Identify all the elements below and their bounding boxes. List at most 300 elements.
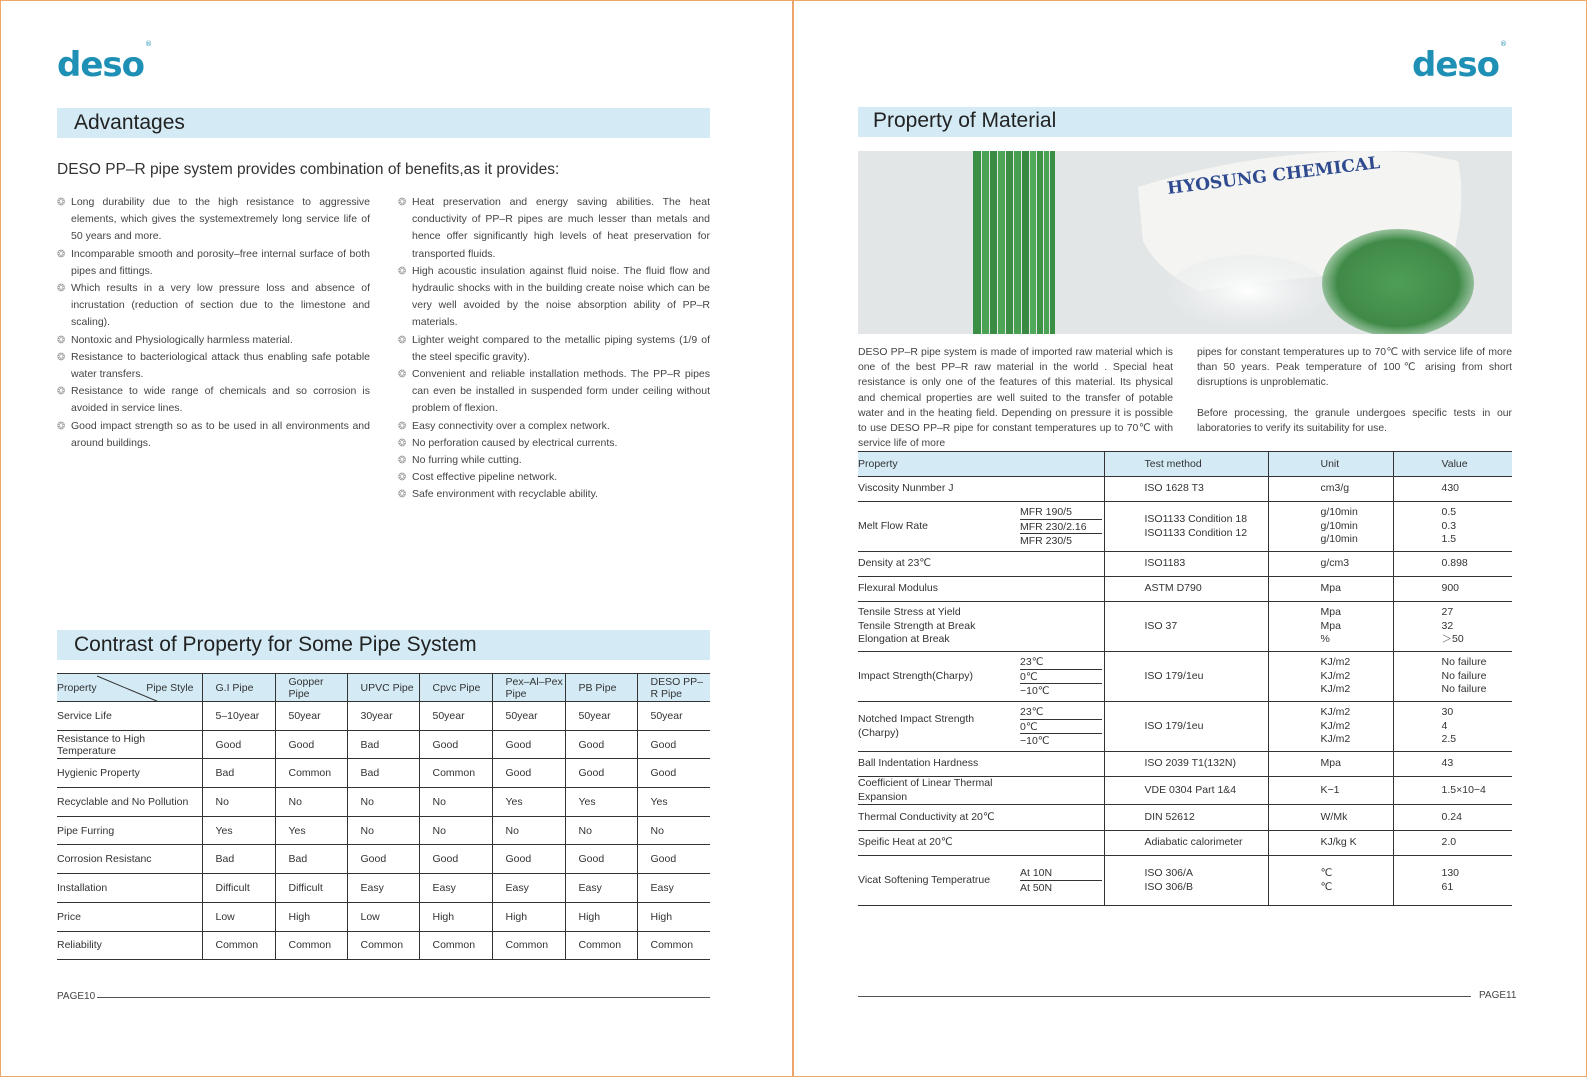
property-value-line: No failure: [1441, 683, 1487, 696]
contrast-cell: Common: [275, 931, 347, 960]
contrast-cell: Good: [492, 759, 565, 788]
advantages-list-col1: [57, 194, 370, 452]
deso-logo: deso®: [57, 39, 151, 85]
property-value-line: 4: [1441, 719, 1448, 732]
contrast-cell: Good: [637, 730, 710, 759]
property-name: [858, 477, 1020, 502]
material-paragraph-2: [1197, 345, 1512, 436]
contrast-column-header: Cpvc Pipe: [419, 674, 492, 702]
property-test-method: [1104, 652, 1268, 702]
contrast-heading-bar: [57, 630, 710, 660]
advantage-text: Resistance to bacteriological attack thus enabling safe potable water transfers.: [71, 350, 370, 381]
material-photo: [858, 151, 1512, 334]
contrast-cell: No: [202, 788, 275, 817]
property-name-line: Coefficient of Linear Thermal Expansion: [858, 777, 993, 803]
contrast-cell: Yes: [275, 816, 347, 845]
property-condition-line: At 10N: [1020, 866, 1102, 881]
contrast-cell: No: [275, 788, 347, 817]
property-value: [1393, 702, 1512, 752]
deso-logo-right: deso®: [1412, 39, 1506, 85]
property-name-line: Speific Heat at 20℃: [858, 836, 953, 849]
contrast-cell: No: [419, 816, 492, 845]
property-value-line: 130: [1441, 867, 1460, 879]
contrast-header-row: [57, 674, 710, 702]
advantage-item: [398, 194, 710, 263]
property-row: [858, 752, 1512, 777]
property-value-line: No failure: [1441, 656, 1487, 669]
contrast-row-property: Corrosion Resistanc: [57, 845, 202, 874]
advantage-text: Safe environment with recyclable ability.: [412, 488, 598, 501]
contrast-cell: Yes: [202, 816, 275, 845]
contrast-cell: Good: [275, 730, 347, 759]
property-condition: [1020, 777, 1104, 805]
property-test-method-line: ISO1183: [1144, 557, 1186, 570]
advantage-text: High acoustic insulation against fluid noise. The fluid flow and hydraulic shocks with in the building create noise which can be very well avoided by the noise absorption ability of PP–R materials.: [412, 264, 710, 329]
property-row: [858, 702, 1512, 752]
property-test-method-line: Adiabatic calorimeter: [1144, 836, 1243, 849]
advantage-text: Which results in a very low pressure loss and absence of incrustation (reduction of section due to the limestone and scaling).: [71, 282, 370, 329]
property-test-method: [1104, 577, 1268, 602]
contrast-row-property: Price: [57, 902, 202, 931]
property-value: [1393, 752, 1512, 777]
bullet-icon: ❂: [57, 351, 66, 363]
property-test-method-line: ASTM D790: [1144, 582, 1202, 595]
property-condition: [1020, 602, 1104, 652]
page-number-right: PAGE11: [1479, 990, 1517, 1001]
contrast-cell: Bad: [347, 730, 419, 759]
property-test-method-line: ISO1133 Condition 18: [1144, 513, 1248, 525]
contrast-corner-cell: [57, 674, 202, 702]
property-value-line: 430: [1441, 482, 1460, 495]
property-value-line: 0.5: [1441, 506, 1457, 519]
header-property: Property: [858, 452, 1104, 477]
contrast-cell: 5–10year: [202, 702, 275, 731]
property-name: [858, 805, 1020, 831]
property-condition-line: 23℃: [1020, 655, 1102, 670]
contrast-cell: Good: [492, 845, 565, 874]
contrast-cell: Easy: [492, 874, 565, 903]
property-unit-line: %: [1320, 633, 1330, 646]
property-unit-line: KJ/m2: [1320, 656, 1351, 669]
property-condition-line: MFR 230/5: [1020, 535, 1072, 548]
advantages-intro: DESO PP–R pipe system provides combination of benefits,as it provides:: [57, 161, 560, 178]
property-value-line: 61: [1441, 880, 1454, 893]
advantage-text: Easy connectivity over a complex network.: [412, 419, 610, 432]
property-value: [1393, 856, 1512, 906]
contrast-cell: 50year: [492, 702, 565, 731]
contrast-cell: Bad: [202, 759, 275, 788]
contrast-cell: Good: [202, 730, 275, 759]
advantage-item: [57, 383, 370, 417]
property-name: [858, 552, 1020, 577]
contrast-cell: 50year: [637, 702, 710, 731]
advantage-item: [398, 263, 710, 332]
property-name-line: Vicat Softening Temperatrue: [858, 873, 991, 886]
property-name: [858, 652, 1020, 702]
property-row: [858, 577, 1512, 602]
property-condition-line: 0℃: [1020, 720, 1102, 735]
property-unit-line: Mpa: [1320, 606, 1341, 619]
property-condition-line: −10℃: [1020, 685, 1050, 698]
property-condition: [1020, 577, 1104, 602]
property-test-method-line: VDE 0304 Part 1&4: [1144, 783, 1237, 796]
contrast-cell: Good: [565, 759, 637, 788]
advantages-list-col2: [398, 194, 710, 504]
contrast-row: [57, 874, 710, 903]
property-unit: [1268, 552, 1393, 577]
property-name-line: Ball Indentation Hardness: [858, 757, 979, 770]
contrast-cell: No: [565, 816, 637, 845]
property-unit-line: g/cm3: [1320, 557, 1350, 570]
property-name-line: (Charpy): [858, 726, 899, 739]
advantage-item: [57, 349, 370, 383]
material-illustration: [858, 151, 1512, 334]
contrast-cell: Easy: [347, 874, 419, 903]
property-row: [858, 652, 1512, 702]
property-condition: [1020, 552, 1104, 577]
bullet-icon: ❂: [57, 248, 66, 260]
bullet-icon: ❂: [398, 265, 407, 277]
property-condition: [1020, 856, 1104, 906]
bag-label: HYOSUNG CHEMICAL: [1166, 153, 1382, 199]
advantage-item: [57, 418, 370, 452]
property-unit-line: cm3/g: [1320, 482, 1350, 495]
advantage-text: Resistance to wide range of chemicals and so corrosion is avoided in service lines.: [71, 385, 370, 415]
contrast-cell: 50year: [419, 702, 492, 731]
contrast-cell: No: [419, 788, 492, 817]
footer-rule-right: [858, 996, 1471, 997]
bullet-icon: ❂: [398, 472, 407, 484]
property-name-line: Viscosity Nunmber J: [858, 482, 954, 495]
contrast-row-property: Resistance to High Temperature: [57, 730, 202, 759]
footer-rule-left: [97, 997, 710, 998]
advantage-text: Lighter weight compared to the metallic piping systems (1/9 of the steel specific gravity).: [412, 333, 710, 363]
contrast-row: [57, 702, 710, 731]
contrast-cell: Bad: [275, 845, 347, 874]
contrast-cell: Common: [419, 759, 492, 788]
property-unit: [1268, 777, 1393, 805]
property-value: [1393, 502, 1512, 552]
property-test-method-line: ISO 37: [1144, 619, 1178, 632]
material-paragraph-1: DESO PP–R pipe system is made of imported raw material which is one of the best PP–R raw material in the world . Special heat resistance is only one of the features of this material. Its physical and chemical properties are well suited to the transfer of potable water and in the heating field. Depending on pressure it is possible to use DESO PP–R pipe for constant temperatures up to 70℃ with service life of more: [858, 347, 1173, 450]
contrast-row-property: Reliability: [57, 931, 202, 960]
contrast-row: [57, 931, 710, 960]
property-unit: [1268, 652, 1393, 702]
contrast-cell: Easy: [637, 874, 710, 903]
property-condition-line: MFR 230/2.16: [1020, 520, 1102, 535]
advantage-text: Heat preservation and energy saving abilities. The heat conductivity of PP–R pipes are much lesser than metals and hence offer significantly high levels of heat preservation for transported fluids.: [412, 196, 710, 260]
property-test-method: [1104, 777, 1268, 805]
property-unit: [1268, 602, 1393, 652]
advantage-item: [398, 486, 710, 503]
contrast-cell: No: [492, 816, 565, 845]
property-test-method: [1104, 752, 1268, 777]
property-unit: [1268, 702, 1393, 752]
contrast-cell: No: [347, 788, 419, 817]
advantage-text: Long durability due to the high resistance to aggressive elements, which gives the systemextremely long service life of 50 years and more.: [71, 196, 370, 243]
contrast-cell: High: [637, 902, 710, 931]
property-value-line: 0.898: [1441, 557, 1468, 570]
header-value: Value: [1393, 452, 1512, 477]
contrast-row: [57, 902, 710, 931]
contrast-cell: Good: [637, 845, 710, 874]
bullet-icon: ❂: [398, 197, 407, 208]
property-test-method: [1104, 502, 1268, 552]
advantage-item: [398, 418, 710, 435]
bullet-icon: ❂: [398, 489, 407, 501]
property-name: [858, 702, 1020, 752]
property-test-method: [1104, 831, 1268, 856]
property-heading-bar: [858, 107, 1512, 137]
property-unit-line: KJ/m2: [1320, 706, 1351, 719]
contrast-cell: Yes: [492, 788, 565, 817]
advantage-text: Good impact strength so as to be used in all environments and around buildings.: [71, 419, 370, 449]
advantage-text: No perforation caused by electrical currents.: [412, 436, 618, 449]
bullet-icon: ❂: [57, 386, 66, 398]
property-condition: [1020, 652, 1104, 702]
bullet-icon: ❂: [398, 420, 407, 432]
property-value-line: ＞50: [1441, 633, 1464, 646]
contrast-column-header: PB Pipe: [565, 674, 637, 702]
property-test-method-line: ISO1133 Condition 12: [1144, 526, 1248, 539]
bullet-icon: ❂: [57, 283, 66, 295]
green-granules: [1322, 229, 1474, 334]
bullet-icon: ❂: [57, 334, 66, 346]
property-test-method: [1104, 805, 1268, 831]
contrast-cell: 50year: [275, 702, 347, 731]
property-value-line: 900: [1441, 582, 1460, 595]
property-condition: [1020, 702, 1104, 752]
bullet-icon: ❂: [398, 334, 407, 346]
property-value-line: 1.5×10−4: [1441, 783, 1486, 796]
contrast-cell: No: [637, 816, 710, 845]
contrast-row-property: Service Life: [57, 702, 202, 731]
contrast-cell: Common: [637, 931, 710, 960]
property-name-line: Flexural Modulus: [858, 582, 938, 595]
property-test-method: [1104, 552, 1268, 577]
property-row: [858, 805, 1512, 831]
contrast-table: [57, 673, 710, 960]
property-row: [858, 477, 1512, 502]
contrast-cell: Good: [492, 730, 565, 759]
bullet-icon: ❂: [398, 369, 407, 381]
contrast-cell: High: [492, 902, 565, 931]
property-condition-line: At 50N: [1020, 882, 1053, 894]
contrast-column-header: Pex–Al–Pex Pipe: [492, 674, 565, 702]
contrast-column-header: UPVC Pipe: [347, 674, 419, 702]
contrast-cell: Difficult: [275, 874, 347, 903]
property-value-line: 43: [1441, 757, 1454, 770]
property-unit: [1268, 752, 1393, 777]
white-granules: [1168, 255, 1328, 327]
bullet-icon: ❂: [398, 455, 407, 467]
property-name: [858, 602, 1020, 652]
property-name-line: Impact Strength(Charpy): [858, 669, 973, 682]
property-condition: [1020, 477, 1104, 502]
property-unit: [1268, 831, 1393, 856]
property-test-method-line: ISO 179/1eu: [1144, 669, 1204, 682]
property-condition-line: 23℃: [1020, 705, 1102, 720]
property-row: [858, 777, 1512, 805]
page-number-left: PAGE10: [57, 991, 96, 1002]
contrast-cell: High: [419, 902, 492, 931]
advantage-text: Incomparable smooth and porosity–free internal surface of both pipes and fittings.: [71, 247, 370, 277]
header-property: Property: [57, 682, 97, 694]
contrast-cell: Good: [565, 730, 637, 759]
contrast-row: [57, 816, 710, 845]
property-value-line: 27: [1441, 606, 1454, 619]
contrast-row: [57, 845, 710, 874]
material-paragraph-2b: Before processing, the granule undergoes specific tests in our laboratories to verify its suitability for use.: [1197, 407, 1512, 434]
property-value-line: 0.24: [1441, 810, 1462, 823]
property-condition: [1020, 805, 1104, 831]
property-name-line: Elongation at Break: [858, 633, 950, 646]
property-value: [1393, 831, 1512, 856]
property-name-line: Notched Impact Strength: [858, 713, 975, 725]
property-test-method-line: ISO 2039 T1(132N): [1144, 757, 1236, 770]
contrast-cell: Common: [565, 931, 637, 960]
property-value-line: 2.0: [1441, 836, 1457, 849]
material-paragraph-2a: pipes for constant temperatures up to 70℃ with service life of more than 50 years. Peak temperature of 100℃ arising from short disruptions is unproblematic.: [1197, 347, 1512, 389]
property-name-line: Tensile Strength at Break: [858, 619, 976, 632]
property-condition-line: 0℃: [1020, 670, 1102, 685]
contrast-cell: Common: [202, 931, 275, 960]
contrast-cell: Good: [637, 759, 710, 788]
property-unit: [1268, 477, 1393, 502]
property-unit-line: ℃: [1320, 880, 1333, 893]
property-row: [858, 552, 1512, 577]
property-unit-line: Mpa: [1320, 757, 1341, 770]
property-row: [858, 502, 1512, 552]
property-value: [1393, 652, 1512, 702]
property-header-row: [858, 452, 1512, 477]
advantage-item: [57, 246, 370, 280]
property-unit-line: g/10min: [1320, 533, 1358, 546]
property-row: [858, 856, 1512, 906]
property-test-method: [1104, 702, 1268, 752]
property-unit-line: ℃: [1320, 867, 1333, 879]
bullet-icon: ❂: [57, 197, 66, 208]
advantage-text: No furring while cutting.: [412, 454, 522, 467]
property-unit-line: KJ/m2: [1320, 733, 1351, 746]
advantage-item: [398, 332, 710, 366]
advantage-item: [398, 435, 710, 452]
green-pipes: [973, 151, 1055, 334]
contrast-column-header: G.I Pipe: [202, 674, 275, 702]
header-pipe-style: Pipe Style: [146, 682, 194, 694]
property-condition-line: −10℃: [1020, 735, 1050, 748]
property-unit: [1268, 577, 1393, 602]
property-test-method-line: DIN 52612: [1144, 810, 1195, 823]
contrast-cell: Good: [419, 845, 492, 874]
property-test-method: [1104, 477, 1268, 502]
advantage-item: [398, 452, 710, 469]
property-unit-line: Mpa: [1320, 582, 1341, 595]
property-condition: [1020, 752, 1104, 777]
property-unit-line: W/Mk: [1320, 810, 1348, 823]
property-value: [1393, 805, 1512, 831]
property-value-line: 1.5: [1441, 533, 1457, 546]
property-unit: [1268, 502, 1393, 552]
property-value-line: No failure: [1441, 669, 1487, 682]
contrast-cell: Good: [565, 845, 637, 874]
contrast-cell: Bad: [347, 759, 419, 788]
property-unit-line: g/10min: [1320, 519, 1358, 532]
advantage-item: [398, 366, 710, 418]
property-test-method-line: ISO 306/A: [1144, 867, 1193, 879]
contrast-row-property: Recyclable and No Pollution: [57, 788, 202, 817]
contrast-cell: Good: [347, 845, 419, 874]
property-value-line: 32: [1441, 619, 1454, 632]
contrast-cell: Easy: [565, 874, 637, 903]
property-value: [1393, 577, 1512, 602]
property-name-line: Thermal Conductivity at 20℃: [858, 810, 995, 823]
property-name-line: Melt Flow Rate: [858, 519, 929, 532]
property-unit-line: g/10min: [1320, 506, 1358, 519]
property-value: [1393, 602, 1512, 652]
property-value-line: 0.3: [1441, 519, 1457, 532]
property-name-line: Tensile Stress at Yield: [858, 606, 961, 619]
advantage-text: Convenient and reliable installation methods. The PP–R pipes can even be installed in suspended form under ceiling without problem of flexion.: [412, 368, 710, 415]
contrast-cell: 50year: [565, 702, 637, 731]
property-unit: [1268, 856, 1393, 906]
property-unit-line: KJ/m2: [1320, 683, 1351, 696]
property-condition-line: MFR 190/5: [1020, 505, 1102, 520]
property-row: [858, 831, 1512, 856]
contrast-cell: Common: [347, 931, 419, 960]
contrast-cell: Easy: [419, 874, 492, 903]
contrast-cell: Common: [275, 759, 347, 788]
property-unit-line: K−1: [1320, 783, 1340, 796]
property-unit-line: KJ/m2: [1320, 669, 1351, 682]
property-unit: [1268, 805, 1393, 831]
contrast-cell: High: [275, 902, 347, 931]
property-name: [858, 831, 1020, 856]
property-unit-line: KJ/m2: [1320, 719, 1351, 732]
contrast-row-property: Hygienic Property: [57, 759, 202, 788]
property-condition: [1020, 502, 1104, 552]
property-value-line: 30: [1441, 706, 1454, 719]
contrast-cell: Difficult: [202, 874, 275, 903]
property-value: [1393, 777, 1512, 805]
property-test-method-line: ISO 306/B: [1144, 880, 1193, 893]
property-test-method-line: ISO 179/1eu: [1144, 719, 1204, 732]
property-name-line: Density at 23℃: [858, 557, 932, 570]
property-name: [858, 777, 1020, 805]
property-test-method: [1104, 856, 1268, 906]
property-value: [1393, 477, 1512, 502]
contrast-row-property: Installation: [57, 874, 202, 903]
property-condition: [1020, 831, 1104, 856]
contrast-column-header: Gopper Pipe: [275, 674, 347, 702]
advantage-item: [398, 469, 710, 486]
property-name: [858, 577, 1020, 602]
advantage-item: [57, 194, 370, 246]
property-value: [1393, 552, 1512, 577]
contrast-cell: 30year: [347, 702, 419, 731]
bullet-icon: ❂: [57, 420, 66, 432]
advantages-heading-bar: [57, 108, 710, 138]
contrast-column-header: DESO PP–R Pipe: [637, 674, 710, 702]
property-title: Property of Material: [873, 109, 1057, 132]
property-table: [858, 451, 1512, 906]
advantage-item: [57, 280, 370, 332]
property-unit-line: Mpa: [1320, 619, 1341, 632]
contrast-cell: Bad: [202, 845, 275, 874]
contrast-row: [57, 759, 710, 788]
property-test-method-line: ISO 1628 T3: [1144, 482, 1204, 495]
contrast-row-property: Pipe Furring: [57, 816, 202, 845]
